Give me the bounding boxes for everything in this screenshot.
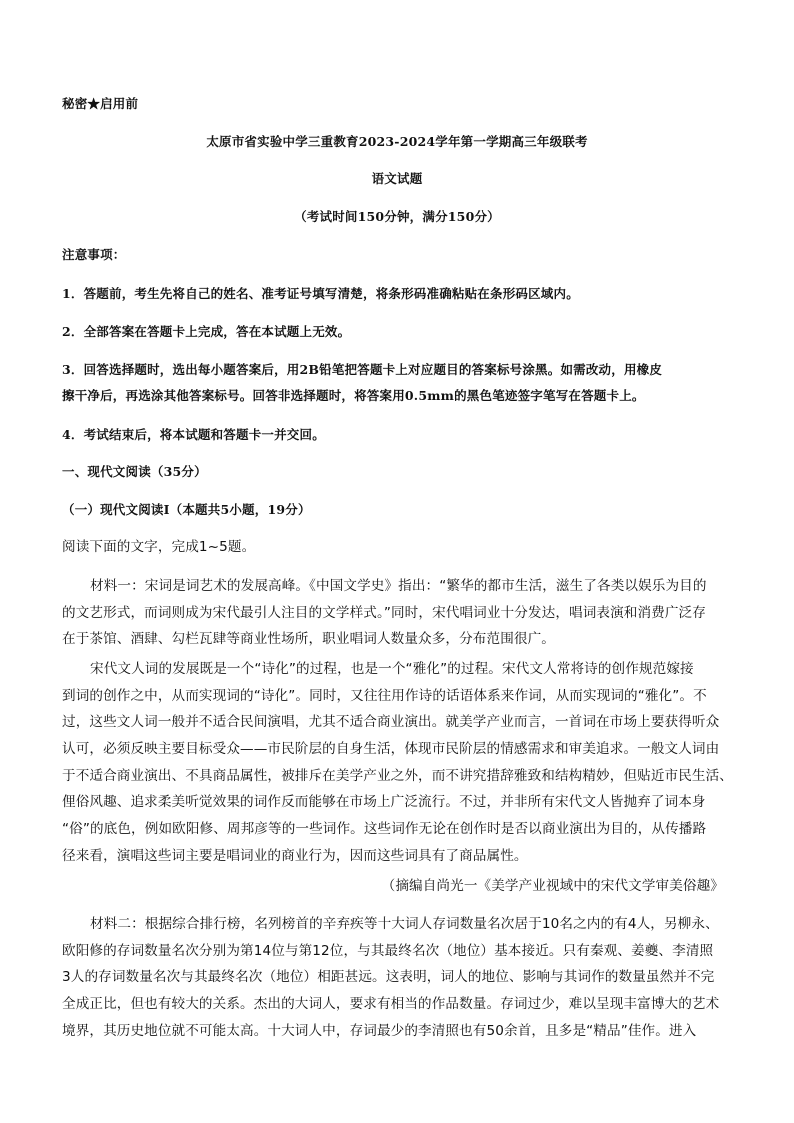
text-line: 3人的存词数量名次与其最终名次（地位）相距甚远。这表明，词人的地位、影响与其词作的数量虽然并不完 (62, 969, 715, 986)
text-line: 材料一：宋词是词艺术的发展高峰。《中国文学史》指出：“繁华的都市生活，滋生了各类以娱乐为目的 (90, 578, 707, 594)
text-line: “俗”的底色，例如欧阳修、周邦彦等的一些词作。这些词作无论在创作时是否以商业演出为目的，从传播路 (62, 821, 707, 838)
text-line: 俚俗风趣、追求柔美听觉效果的词作反而能够在市场上广泛流行。不过，并非所有宋代文人皆抛弃了词本身 (62, 794, 706, 811)
section-subheading: （一）现代文阅读Ⅰ（本题共5小题，19分） (62, 502, 311, 517)
text-line: 全成正比，但也有较大的关系。杰出的大词人，要求有相当的作品数量。存词过少，难以呈现丰富博大的艺术 (62, 996, 720, 1013)
note-item: 2．全部答案在答题卡上完成，答在本试题上无效。 (62, 324, 351, 339)
notes-heading: 注意事项： (62, 247, 126, 262)
confidential-label: 秘密★启用前 (62, 96, 139, 111)
text-line: 的文艺形式，而词则成为宋代最引人注目的文学样式。”同时，宋代唱词业十分发达，唱词表演和消费广泛存 (62, 604, 706, 621)
text-line: 在于茶馆、酒肆、勾栏瓦肆等商业性场所，职业唱词人数量众多，分布范围很广。 (62, 631, 555, 648)
note-item: 4．考试结束后，将本试题和答题卡一并交回。 (62, 427, 325, 442)
text-line: 径来看，演唱这些词主要是唱词业的商业行为，因而这些词具有了商品属性。 (62, 847, 528, 864)
exam-info: （考试时间150分钟，满分150分） (294, 209, 500, 224)
text-line: 到词的创作之中，从而实现词的“诗化”。同时，又往往用作诗的话语体系来作词，从而实现词的“雅化”。不 (62, 687, 707, 704)
note-item: 3．回答选择题时，选出每小题答案后，用2B铅笔把答题卡上对应题目的答案标号涂黑。如需改动，用橡皮 (62, 362, 663, 377)
reading-instruction: 阅读下面的文字，完成1~5题。 (62, 539, 256, 555)
material-two (62, 911, 734, 1044)
note-item: 1．答题前，考生先将自己的姓名、准考证号填写清楚，将条形码准确粘贴在条形码区域内。 (62, 286, 579, 301)
text-line: 境界，其历史地位就不可能太高。十大词人中，存词最少的李清照也有50余首，且多是“精品”佳作。进入 (62, 1022, 697, 1039)
subject-title: 语文试题 (371, 171, 423, 186)
text-line: 认可，必须反映主要目标受众——市民阶层的自身生活，体现市民阶层的情感需求和审美追求。一般文人词由 (62, 741, 720, 758)
exam-title: 太原市省实验中学三重教育2023-2024学年第一学期高三年级联考 (206, 134, 588, 149)
citation: （摘编自尚光一《美学产业视域中的宋代文学审美俗趣》 (381, 878, 724, 894)
material-one (62, 573, 734, 653)
paragraph-two (62, 656, 734, 870)
text-line: 欧阳修的存词数量名次分别为第14位与第12位，与其最终名次（地位）基本接近。只有秦观、姜夔、李清照 (62, 942, 714, 959)
text-line: 材料二：根据综合排行榜，名列榜首的辛弃疾等十大词人存词数量名次居于10名之内的有4人，另柳永、 (90, 916, 719, 932)
text-line: 宋代文人词的发展既是一个“诗化”的过程，也是一个“雅化”的过程。宋代文人常将诗的创作规范嫁接 (90, 661, 694, 677)
section-heading: 一、现代文阅读（35分） (62, 464, 207, 479)
text-line: 于不适合商业演出、不具商品属性，被排斥在美学产业之外，而不讲究措辞雅致和结构精妙，但贴近市民生活、 (62, 767, 733, 784)
text-line: 过，这些文人词一般并不适合民间演唱，尤其不适合商业演出。就美学产业而言，一首词在市场上要获得听众 (62, 714, 720, 731)
note-item: 擦干净后，再选涂其他答案标号。回答非选择题时，将答案用0.5mm的黑色笔迹签字笔写在答题卡上。 (62, 388, 645, 403)
